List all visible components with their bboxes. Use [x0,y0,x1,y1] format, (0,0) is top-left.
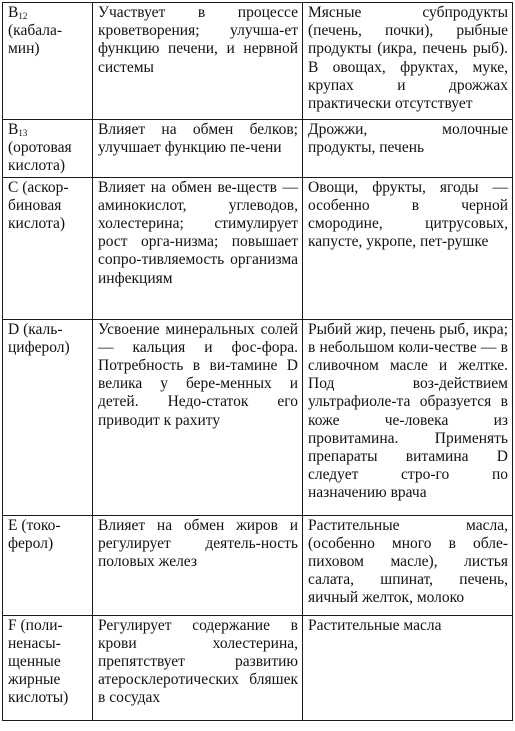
vitamin-name-line: (оротовая [8,139,72,157]
vitamin-name-line: биновая [8,196,62,214]
sources-cell: Растительные масла [303,615,513,720]
sources-cell: Растительные масла, (особенно много в обле-пиховом масле), листья салата, шпинат, печень, яичный желток, молоко [303,515,513,615]
vitamin-name-line: F (поли- [8,616,63,634]
vitamin-table [2,2,513,721]
vitamin-name-line: кислота) [8,215,65,233]
vitamin-name-cell [3,319,93,515]
vitamin-name-cell [3,515,93,615]
action-cell: Регулирует содержание в крови холестерина, препятствует развитию атеросклеротических бляшек в сосудах [93,615,303,720]
vitamin-name-line: щенные [8,653,61,671]
table-row [3,120,513,178]
action-cell: Влияет на обмен белков; улучшает функцию пе-чени [93,120,303,178]
sources-cell: Дрожжи, молочные продукты, печень [303,120,513,178]
sources-cell: Мясные субпродукты (печень, почки), рыбные продукты (икра, печень рыб). В овощах, фруктах, муке, крупах и дрожжах практически отсутствует [303,3,513,120]
table-row [3,3,513,120]
vitamin-label: $B_{12}$ [8,4,28,21]
sources-cell: Овощи, фрукты, ягоды — особенно в черной смородине, цитрусовых, капусте, укропе, пет-рушке [303,177,513,319]
action-cell: Влияет на обмен ве-ществ — аминокислот, углеводов, холестерина; стимулирует рост орга-низма; повышает сопро-тивляемость организма инфекциям [93,177,303,319]
action-cell: Усвоение минеральных солей — кальция и фос-фора. Потребность в ви-тамине D велика у бере-менных и детей. Недо-статок его приводит к рахиту [93,319,303,515]
vitamin-name-line: Е (токо- [8,516,61,534]
table-row [3,319,513,515]
vitamin-name-line: ферол) [8,534,54,552]
table-row [3,177,513,319]
action-cell: Участвует в процессе кроветворения; улучша-ет функцию печени, и нервной системы [93,3,303,120]
vitamin-name-line: ненасы- [8,634,61,652]
vitamin-name-cell [3,615,93,720]
vitamin-name-cell [3,120,93,178]
table-row [3,515,513,615]
vitamin-name-line: жирные [8,671,61,689]
table-row [3,615,513,720]
vitamin-name-cell [3,3,93,120]
sources-cell: Рыбий жир, печень рыб, икра; в небольшом коли-честве — в сливочном масле и желтке. Под воз-действием ультрафиоле-та образуется в коже че-ловека из провитамина. Применять препараты витамина D следует стро-го по назначению врача [303,319,513,515]
vitamin-name-line: С (аскор- [8,178,69,196]
action-cell: Влияет на обмен жиров и регулирует деятель-ность половых желез [93,515,303,615]
vitamin-name-line: кислота) [8,157,65,175]
vitamin-name-line: кислоты) [8,689,69,707]
vitamin-name-line: мин) [8,40,40,58]
vitamin-name-line: D (каль- [8,320,63,338]
vitamin-name-cell [3,177,93,319]
vitamin-name-line: циферол) [8,338,70,356]
vitamin-name-line: (кабала- [8,22,63,40]
vitamin-label: $B_{13}$ [8,121,28,138]
